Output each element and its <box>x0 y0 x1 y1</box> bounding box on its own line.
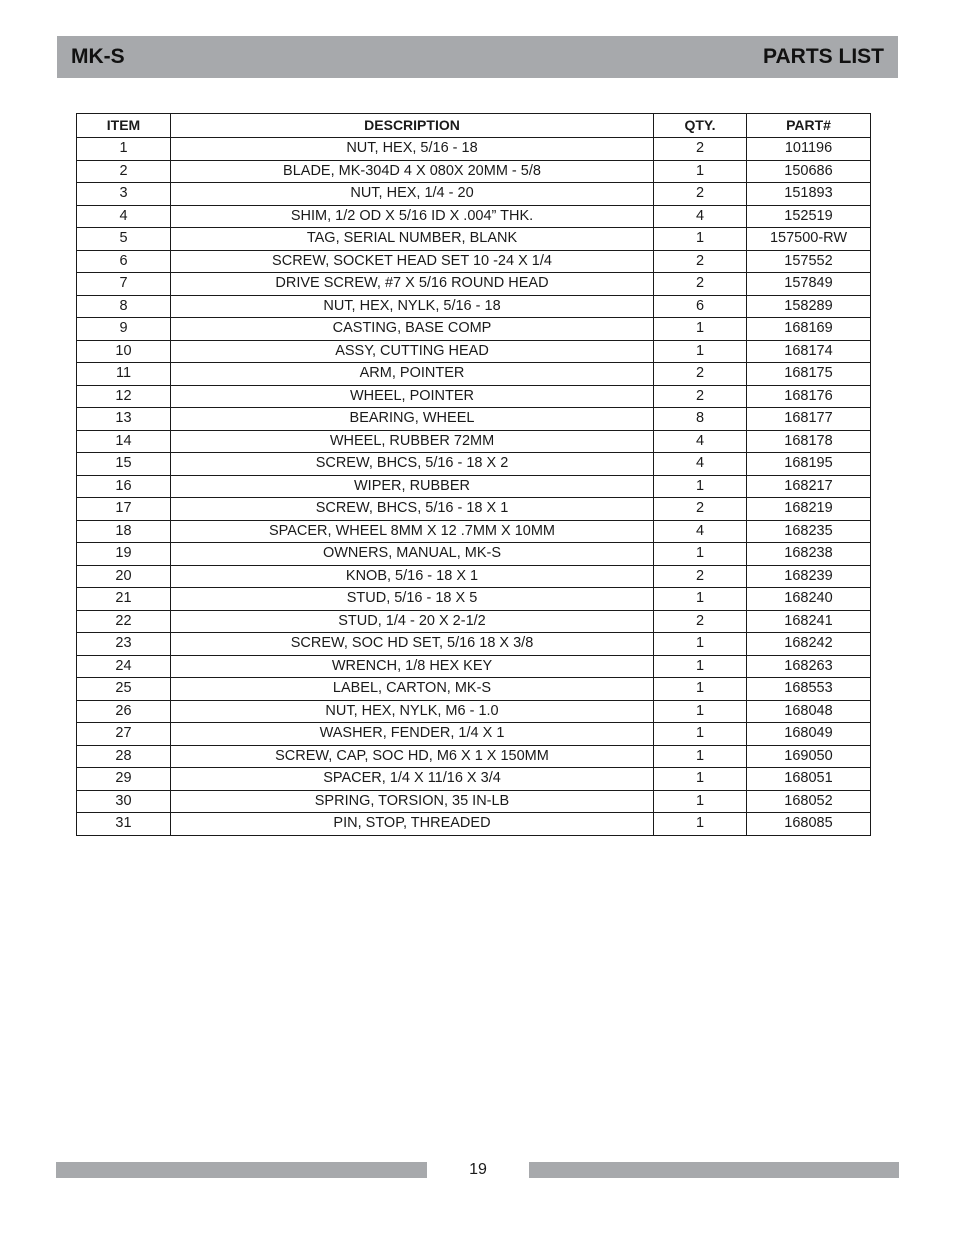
cell-part-number: 168219 <box>747 498 871 521</box>
cell-item: 4 <box>77 205 171 228</box>
table-row <box>77 723 871 746</box>
cell-item: 26 <box>77 700 171 723</box>
cell-description: NUT, HEX, 5/16 - 18 <box>171 138 654 161</box>
cell-description: NUT, HEX, 1/4 - 20 <box>171 183 654 206</box>
cell-part-number: 157500-RW <box>747 228 871 251</box>
cell-qty: 1 <box>654 700 747 723</box>
cell-description: ARM, POINTER <box>171 363 654 386</box>
cell-item: 22 <box>77 610 171 633</box>
cell-description: OWNERS, MANUAL, MK-S <box>171 543 654 566</box>
cell-item: 29 <box>77 768 171 791</box>
cell-item: 28 <box>77 745 171 768</box>
cell-item: 20 <box>77 565 171 588</box>
cell-qty: 1 <box>654 655 747 678</box>
cell-item: 25 <box>77 678 171 701</box>
table-row <box>77 543 871 566</box>
cell-part-number: 168176 <box>747 385 871 408</box>
parts-table-body <box>77 138 871 836</box>
table-row <box>77 745 871 768</box>
cell-qty: 1 <box>654 678 747 701</box>
table-row <box>77 408 871 431</box>
cell-qty: 2 <box>654 610 747 633</box>
cell-item: 12 <box>77 385 171 408</box>
cell-qty: 4 <box>654 520 747 543</box>
cell-part-number: 168263 <box>747 655 871 678</box>
cell-qty: 6 <box>654 295 747 318</box>
cell-qty: 8 <box>654 408 747 431</box>
cell-qty: 1 <box>654 723 747 746</box>
table-row <box>77 273 871 296</box>
cell-part-number: 168169 <box>747 318 871 341</box>
table-row <box>77 228 871 251</box>
cell-part-number: 151893 <box>747 183 871 206</box>
cell-part-number: 168052 <box>747 790 871 813</box>
table-row <box>77 588 871 611</box>
table-row <box>77 498 871 521</box>
table-row <box>77 385 871 408</box>
cell-qty: 1 <box>654 745 747 768</box>
table-row <box>77 340 871 363</box>
cell-part-number: 168177 <box>747 408 871 431</box>
cell-item: 8 <box>77 295 171 318</box>
cell-description: SCREW, CAP, SOC HD, M6 X 1 X 150MM <box>171 745 654 768</box>
cell-item: 1 <box>77 138 171 161</box>
cell-qty: 1 <box>654 318 747 341</box>
cell-part-number: 168217 <box>747 475 871 498</box>
cell-part-number: 168048 <box>747 700 871 723</box>
cell-part-number: 169050 <box>747 745 871 768</box>
column-header-qty: QTY. <box>654 114 747 138</box>
cell-part-number: 168175 <box>747 363 871 386</box>
table-row <box>77 768 871 791</box>
cell-item: 30 <box>77 790 171 813</box>
cell-description: BEARING, WHEEL <box>171 408 654 431</box>
cell-part-number: 168235 <box>747 520 871 543</box>
page-title: PARTS LIST <box>763 45 884 68</box>
cell-description: SPRING, TORSION, 35 IN-LB <box>171 790 654 813</box>
cell-item: 6 <box>77 250 171 273</box>
cell-description: STUD, 5/16 - 18 X 5 <box>171 588 654 611</box>
cell-qty: 2 <box>654 565 747 588</box>
cell-description: CASTING, BASE COMP <box>171 318 654 341</box>
model-name: MK-S <box>71 45 125 68</box>
cell-part-number: 157849 <box>747 273 871 296</box>
cell-qty: 2 <box>654 363 747 386</box>
cell-part-number: 168051 <box>747 768 871 791</box>
cell-part-number: 168178 <box>747 430 871 453</box>
page-number: 19 <box>469 1161 487 1178</box>
cell-qty: 1 <box>654 340 747 363</box>
cell-part-number: 150686 <box>747 160 871 183</box>
table-row <box>77 790 871 813</box>
cell-description: WRENCH, 1/8 HEX KEY <box>171 655 654 678</box>
cell-description: NUT, HEX, NYLK, M6 - 1.0 <box>171 700 654 723</box>
cell-description: NUT, HEX, NYLK, 5/16 - 18 <box>171 295 654 318</box>
cell-item: 31 <box>77 813 171 836</box>
cell-item: 13 <box>77 408 171 431</box>
table-row <box>77 655 871 678</box>
table-row <box>77 700 871 723</box>
cell-qty: 2 <box>654 183 747 206</box>
table-row <box>77 430 871 453</box>
table-row <box>77 475 871 498</box>
cell-item: 10 <box>77 340 171 363</box>
column-header-description: DESCRIPTION <box>171 114 654 138</box>
table-row <box>77 565 871 588</box>
table-row <box>77 205 871 228</box>
cell-item: 11 <box>77 363 171 386</box>
cell-part-number: 168241 <box>747 610 871 633</box>
cell-item: 19 <box>77 543 171 566</box>
cell-description: WHEEL, RUBBER 72MM <box>171 430 654 453</box>
cell-qty: 1 <box>654 543 747 566</box>
parts-table <box>76 113 871 836</box>
cell-part-number: 168174 <box>747 340 871 363</box>
cell-qty: 2 <box>654 385 747 408</box>
cell-part-number: 168553 <box>747 678 871 701</box>
cell-description: STUD, 1/4 - 20 X 2-1/2 <box>171 610 654 633</box>
cell-description: PIN, STOP, THREADED <box>171 813 654 836</box>
cell-part-number: 168085 <box>747 813 871 836</box>
table-row <box>77 183 871 206</box>
table-row <box>77 610 871 633</box>
column-header-item: ITEM <box>77 114 171 138</box>
footer-bar-left <box>56 1162 427 1178</box>
cell-item: 24 <box>77 655 171 678</box>
cell-part-number: 168242 <box>747 633 871 656</box>
cell-description: BLADE, MK-304D 4 X 080X 20MM - 5/8 <box>171 160 654 183</box>
cell-qty: 1 <box>654 813 747 836</box>
cell-description: LABEL, CARTON, MK-S <box>171 678 654 701</box>
cell-description: DRIVE SCREW, #7 X 5/16 ROUND HEAD <box>171 273 654 296</box>
cell-part-number: 168239 <box>747 565 871 588</box>
table-row <box>77 453 871 476</box>
cell-qty: 2 <box>654 138 747 161</box>
cell-item: 9 <box>77 318 171 341</box>
cell-item: 23 <box>77 633 171 656</box>
cell-description: SCREW, SOCKET HEAD SET 10 -24 X 1/4 <box>171 250 654 273</box>
cell-description: WIPER, RUBBER <box>171 475 654 498</box>
table-row <box>77 520 871 543</box>
cell-description: SCREW, BHCS, 5/16 - 18 X 2 <box>171 453 654 476</box>
cell-item: 27 <box>77 723 171 746</box>
cell-description: TAG, SERIAL NUMBER, BLANK <box>171 228 654 251</box>
cell-qty: 1 <box>654 588 747 611</box>
column-header-part: PART# <box>747 114 871 138</box>
cell-item: 17 <box>77 498 171 521</box>
table-row <box>77 138 871 161</box>
cell-description: KNOB, 5/16 - 18 X 1 <box>171 565 654 588</box>
cell-part-number: 168195 <box>747 453 871 476</box>
cell-qty: 1 <box>654 633 747 656</box>
cell-qty: 4 <box>654 205 747 228</box>
cell-description: SPACER, 1/4 X 11/16 X 3/4 <box>171 768 654 791</box>
cell-qty: 2 <box>654 250 747 273</box>
cell-qty: 1 <box>654 790 747 813</box>
cell-item: 21 <box>77 588 171 611</box>
cell-item: 18 <box>77 520 171 543</box>
footer-bar-right <box>529 1162 899 1178</box>
cell-item: 16 <box>77 475 171 498</box>
cell-qty: 4 <box>654 430 747 453</box>
cell-qty: 1 <box>654 228 747 251</box>
table-row <box>77 633 871 656</box>
table-row <box>77 295 871 318</box>
cell-part-number: 168240 <box>747 588 871 611</box>
cell-part-number: 157552 <box>747 250 871 273</box>
header-bar <box>57 36 898 78</box>
table-row <box>77 678 871 701</box>
cell-part-number: 101196 <box>747 138 871 161</box>
cell-qty: 2 <box>654 273 747 296</box>
cell-description: WHEEL, POINTER <box>171 385 654 408</box>
cell-description: SCREW, BHCS, 5/16 - 18 X 1 <box>171 498 654 521</box>
cell-part-number: 168238 <box>747 543 871 566</box>
cell-description: ASSY, CUTTING HEAD <box>171 340 654 363</box>
table-row <box>77 250 871 273</box>
cell-qty: 1 <box>654 475 747 498</box>
cell-qty: 1 <box>654 768 747 791</box>
cell-part-number: 168049 <box>747 723 871 746</box>
cell-qty: 1 <box>654 160 747 183</box>
cell-description: WASHER, FENDER, 1/4 X 1 <box>171 723 654 746</box>
cell-item: 5 <box>77 228 171 251</box>
cell-description: SCREW, SOC HD SET, 5/16 18 X 3/8 <box>171 633 654 656</box>
cell-item: 3 <box>77 183 171 206</box>
cell-description: SPACER, WHEEL 8MM X 12 .7MM X 10MM <box>171 520 654 543</box>
cell-qty: 2 <box>654 498 747 521</box>
cell-item: 15 <box>77 453 171 476</box>
table-row <box>77 160 871 183</box>
table-row <box>77 813 871 836</box>
cell-qty: 4 <box>654 453 747 476</box>
cell-description: SHIM, 1/2 OD X 5/16 ID X .004” THK. <box>171 205 654 228</box>
cell-item: 14 <box>77 430 171 453</box>
table-header-row <box>77 114 871 138</box>
cell-part-number: 158289 <box>747 295 871 318</box>
table-row <box>77 363 871 386</box>
cell-item: 7 <box>77 273 171 296</box>
cell-item: 2 <box>77 160 171 183</box>
table-row <box>77 318 871 341</box>
cell-part-number: 152519 <box>747 205 871 228</box>
